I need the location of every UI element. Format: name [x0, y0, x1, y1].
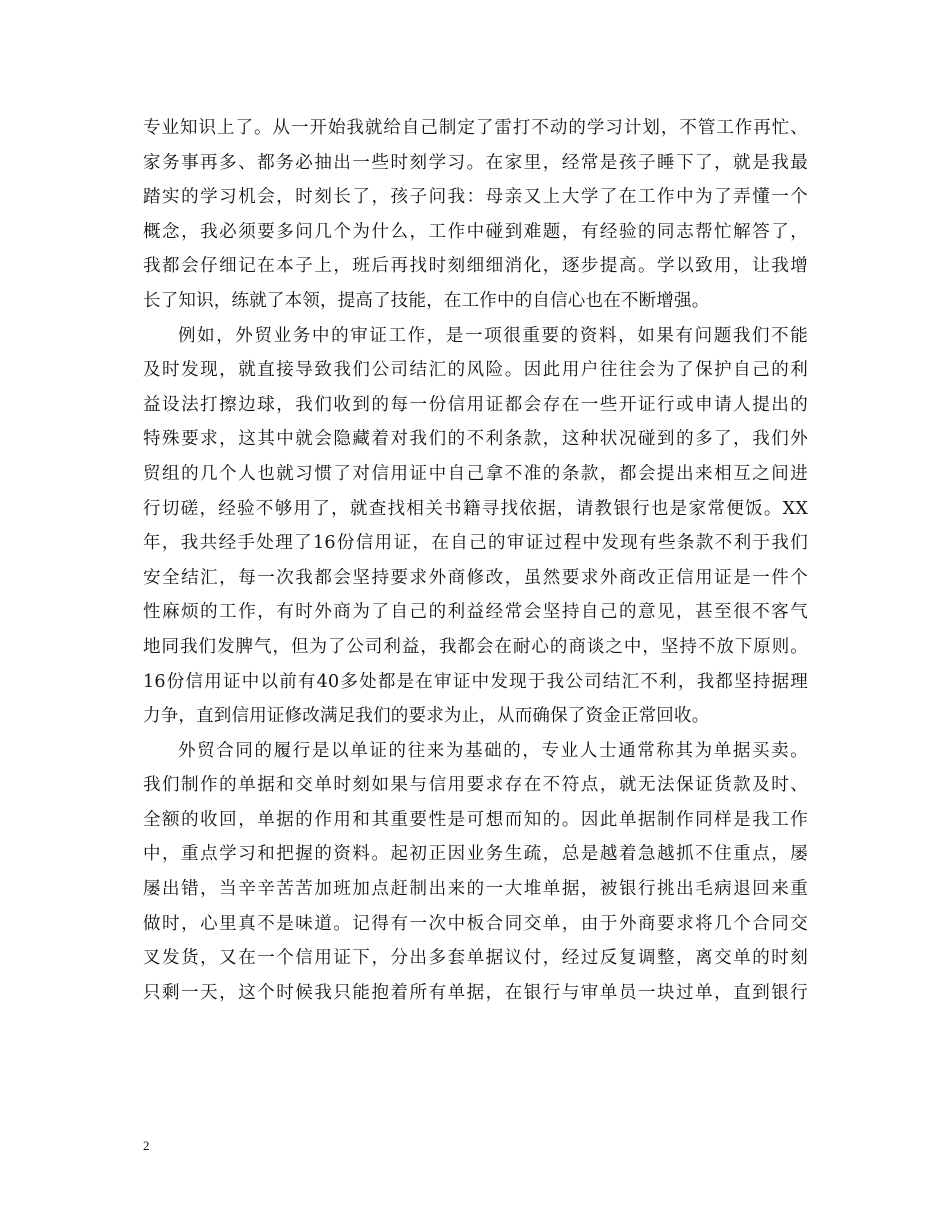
text-line: 16份信用证中以前有40多处都是在审证中发现于我公司结汇不利，我都坚持据理: [143, 671, 808, 692]
text-line: 屡出错，当辛辛苦苦加班加点赶制出来的一大堆单据，被银行挑出毛病退回来重: [143, 879, 808, 900]
paragraph-first-line: 例如，外贸业务中的审证工作，是一项很重要的资料，如果有问题我们不能: [178, 325, 808, 346]
text-line: 及时发现，就直接导致我们公司结汇的风险。因此用户往往会为了保护自己的利: [143, 360, 808, 381]
text-line: 只剩一天，这个时候我只能抱着所有单据，在银行与审单员一块过单，直到银行: [143, 982, 808, 1003]
text-line: 长了知识，练就了本领，提高了技能，在工作中的自信心也在不断增强。: [143, 290, 710, 311]
text-line: 益设法打擦边球，我们收到的每一份信用证都会存在一些开证行或申请人提出的: [143, 394, 808, 415]
text-line: 家务事再多、都务必抽出一些时刻学习。在家里，经常是孩子睡下了，就是我最: [143, 152, 808, 173]
text-line: 叉发货，又在一个信用证下，分出多套单据议付，经过反复调整，离交单的时刻: [143, 948, 808, 969]
body-text: [143, 111, 808, 1010]
text-line: 地同我们发脾气，但为了公司利益，我都会在耐心的商谈之中，坚持不放下原则。: [143, 636, 808, 657]
text-line: 概念，我必须要多问几个为什么，工作中碰到难题，有经验的同志帮忙解答了，: [143, 221, 808, 242]
text-line: 我们制作的单据和交单时刻如果与信用要求存在不符点，就无法保证货款及时、: [143, 775, 808, 796]
text-line: 力争，直到信用证修改满足我们的要求为止，从而确保了资金正常回收。: [143, 706, 710, 727]
paragraph-first-line: 外贸合同的履行是以单证的往来为基础的，专业人士通常称其为单据买卖。: [178, 740, 808, 761]
text-line: 中，重点学习和把握的资料。起初正因业务生疏，总是越着急越抓不住重点，屡: [143, 844, 808, 865]
page-number: 2: [143, 1138, 150, 1153]
text-line: 贸组的几个人也就习惯了对信用证中自己拿不准的条款，都会提出来相互之间进: [143, 463, 808, 484]
text-line: 年，我共经手处理了16份信用证，在自己的审证过程中发现有些条款不利于我们: [143, 533, 808, 554]
text-line: 特殊要求，这其中就会隐藏着对我们的不利条款，这种状况碰到的多了，我们外: [143, 429, 808, 450]
text-line: 做时，心里真不是味道。记得有一次中板合同交单，由于外商要求将几个合同交: [143, 913, 808, 934]
text-line: 行切磋，经验不够用了，就查找相关书籍寻找依据，请教银行也是家常便饭。XX: [143, 498, 808, 519]
text-line: 我都会仔细记在本子上，班后再找时刻细细消化，逐步提高。学以致用，让我增: [143, 256, 808, 277]
text-line: 全额的收回，单据的作用和其重要性是可想而知的。因此单据制作同样是我工作: [143, 809, 808, 830]
text-line: 踏实的学习机会，时刻长了，孩子问我：母亲又上大学了在工作中为了弄懂一个: [143, 187, 808, 208]
text-line: 专业知识上了。从一开始我就给自己制定了雷打不动的学习计划，不管工作再忙、: [143, 118, 808, 138]
text-line: 安全结汇，每一次我都会坚持要求外商修改，虽然要求外商改正信用证是一件个: [143, 567, 808, 588]
text-line: 性麻烦的工作，有时外商为了自己的利益经常会坚持自己的意见，甚至很不客气: [143, 602, 808, 623]
